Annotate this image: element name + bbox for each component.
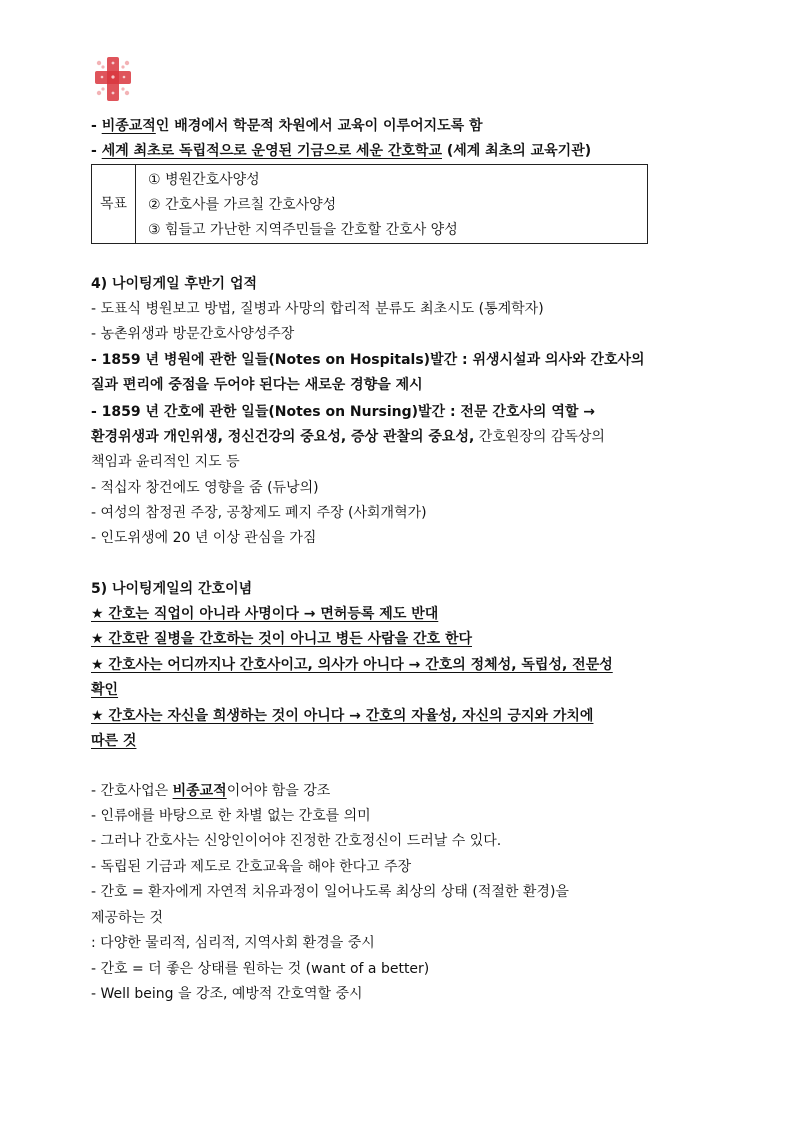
notes-line: - Well being 을 강조, 예방적 간호역할 중시 [91, 986, 363, 1002]
section5-statement: ★ 간호사는 자신을 희생하는 것이 아니다 → 간호의 자율성, 자신의 긍지와 가치에 [91, 708, 594, 724]
section5-statement: 따른 것 [91, 733, 137, 749]
section4-line: 환경위생과 개인위생, 정신건강의 중요성, 증상 관찰의 중요성, 간호원장의 감독상의 [91, 429, 605, 445]
notes-line: : 다양한 물리적, 심리적, 지역사회 환경을 중시 [91, 935, 375, 951]
intro-line-2: - 세계 최초로 독립적으로 운영된 기금으로 세운 간호학교 (세계 최초의 교육기관) [91, 143, 592, 159]
section5-statement: ★ 간호란 질병을 간호하는 것이 아니고 병든 사람을 간호 한다 [91, 631, 472, 647]
notes-line: - 간호 = 환자에게 자연적 치유과정이 일어나도록 최상의 상태 (적절한 환경)을 [91, 884, 569, 900]
goal-item: ② 간호사를 가르칠 간호사양성 [148, 197, 337, 213]
section4-line: - 농촌위생과 방문간호사양성주장 [91, 326, 295, 342]
section4-line: - 인도위생에 20 년 이상 관심을 가짐 [91, 530, 317, 546]
section4-line: 질과 편리에 중점을 두어야 된다는 새로운 경향을 제시 [91, 377, 423, 393]
section5-statement: 확인 [91, 682, 119, 698]
non-religious-underlined: 비종교적 [101, 118, 156, 134]
notes-line: - 그러나 간호사는 신앙인이어야 진정한 간호정신이 드러날 수 있다. [91, 833, 502, 849]
section4-line: - 1859 년 간호에 관한 일들(Notes on Nursing)발간 : 전문 간호사의 역할 → [91, 404, 595, 420]
goals-table [91, 164, 648, 244]
goal-item: ① 병원간호사양성 [148, 172, 260, 188]
notes-line: - 간호사업은 비종교적이어야 함을 강조 [91, 783, 331, 799]
section4-line: - 여성의 참정권 주장, 공창제도 폐지 주장 (사회개혁가) [91, 505, 427, 521]
section4-line: - 적십자 창건에도 영향을 줌 (듀낭의) [91, 480, 319, 496]
section4-line: - 1859 년 병원에 관한 일들(Notes on Hospitals)발간 : 위생시설과 의사와 간호사의 [91, 352, 645, 368]
section5-title: 5) 나이팅게일의 간호이념 [91, 581, 253, 597]
non-religious-underlined: 비종교적 [172, 783, 227, 799]
goal-item: ③ 힘들고 가난한 지역주민들을 간호할 간호사 양성 [148, 222, 458, 238]
first-school-underlined: 세계 최초로 독립적으로 운영된 기금으로 세운 간호학교 [101, 143, 442, 159]
red-cross-mosaic-icon [93, 55, 133, 103]
section4-line: 책임과 윤리적인 지도 등 [91, 454, 240, 470]
section4-line: - 도표식 병원보고 방법, 질병과 사망의 합리적 분류도 최초시도 (통계학자) [91, 301, 544, 317]
notes-line: 제공하는 것 [91, 910, 164, 926]
notes-line: - 독립된 기금과 제도로 간호교육을 해야 한다고 주장 [91, 859, 412, 875]
goals-label: 목표 [92, 165, 136, 243]
intro-line-1: - 비종교적인 배경에서 학문적 차원에서 교육이 이루어지도록 함 [91, 118, 483, 134]
section4-title: 4) 나이팅게일 후반기 업적 [91, 276, 258, 292]
section5-statement: ★ 간호는 직업이 아니라 사명이다 → 면허등록 제도 반대 [91, 606, 439, 622]
notes-line: - 인류애를 바탕으로 한 차별 없는 간호를 의미 [91, 808, 371, 824]
section5-statement: ★ 간호사는 어디까지나 간호사이고, 의사가 아니다 → 간호의 정체성, 독립성, 전문성 [91, 657, 613, 673]
notes-line: - 간호 = 더 좋은 상태를 원하는 것 (want of a better) [91, 961, 430, 977]
